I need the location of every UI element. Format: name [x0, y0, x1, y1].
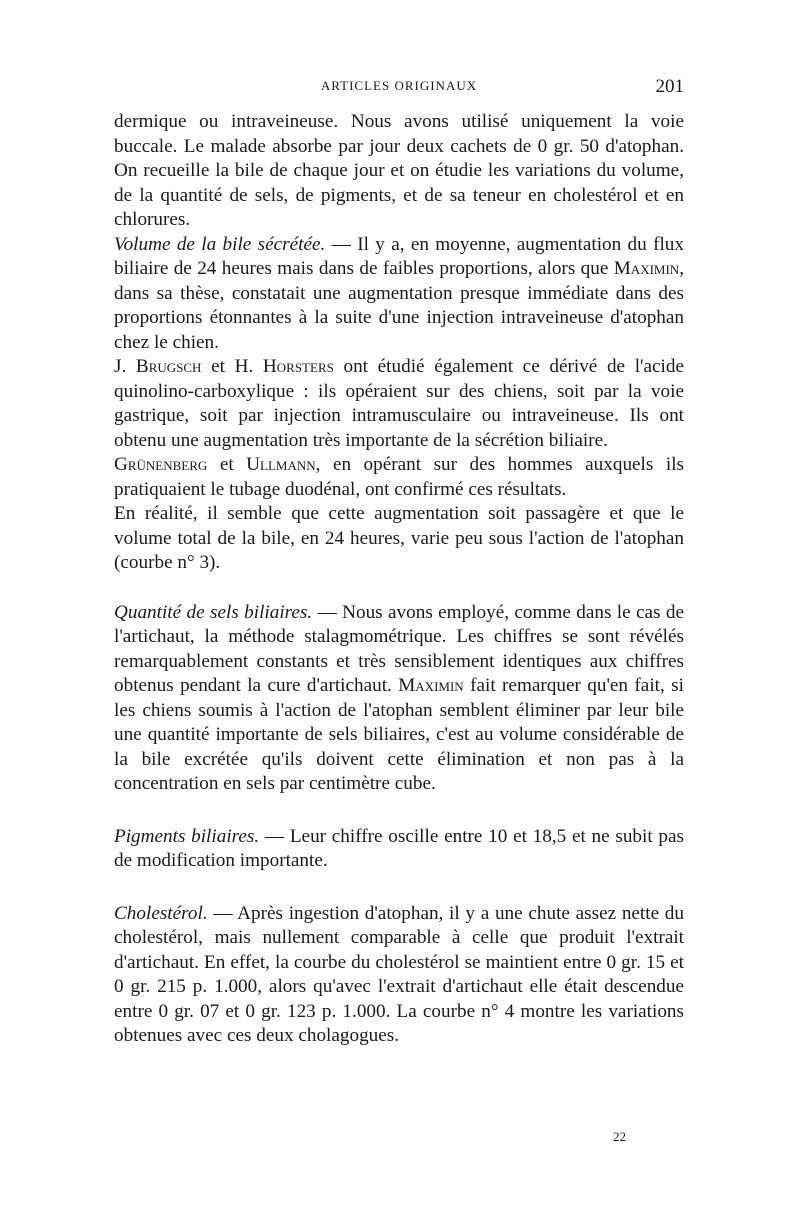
page-header [114, 76, 684, 100]
article-body [114, 110, 684, 1049]
paragraph-pigments [114, 825, 684, 874]
author-name: Ullmann [246, 454, 316, 475]
paragraph-text: ont étudié également ce dérivé de l'acide quinolino-carboxylique : ils opéraient sur des chiens, soit par la voie gastrique, soit par injection intramusculaire ou intraveineuse. Ils ont obtenu une augmentation très importante de la sécrétion biliaire. [114, 356, 684, 451]
paragraph-cholesterol [114, 902, 684, 1049]
author-name: Grünenberg [114, 454, 208, 475]
paragraph-intro [114, 110, 684, 233]
author-name: J. Brugsch [114, 356, 202, 377]
paragraph-text: — Nous avons employé, comme dans le cas de l'artichaut, la méthode stalagmométrique. Les chiffres se sont révélés remarquablement constants et très sensiblement identiques aux chiffres obtenus pendant la cure d'artichaut. [114, 601, 684, 696]
author-name: H. Horsters [234, 356, 334, 377]
running-head: ARTICLES ORIGINAUX [320, 78, 478, 93]
signature-mark: 22 [613, 1129, 626, 1144]
paragraph-text: et [207, 454, 247, 475]
page-number: 201 [655, 76, 684, 97]
paragraph-brugsch [114, 355, 684, 453]
author-name: Maximin [613, 258, 680, 279]
paragraph-realite [114, 502, 684, 576]
section-title-sels: Quantité de sels biliaires. [114, 601, 313, 623]
section-title-volume: Volume de la bile sécrétée. [114, 233, 326, 255]
paragraph-text: , dans sa thèse, constatait une augmentation presque immédiate dans des proportions étonnantes à la suite d'une injection intraveineuse d'atophan chez le chien. [114, 258, 684, 353]
paragraph-text: fait remarquer qu'en fait, si les chiens soumis à l'action de l'atophan semblent éliminer par leur bile une quantité importante de sels biliaires, c'est au volume considérable de la bile excrétée qu'ils doivent cette élimination et non pas à la concentration en sels par centimètre cube. [114, 675, 684, 794]
author-name: Maximin [398, 675, 464, 696]
section-title-pigments: Pigments biliaires. [114, 825, 260, 847]
paragraph-text: , en opérant sur des hommes auxquels ils pratiquaient le tubage duodénal, ont confirmé ces résultats. [114, 454, 684, 500]
paragraph-text: En réalité, il semble que cette augmentation soit passagère et que le volume total de la bile, en 24 heures, varie peu sous l'action de l'atophan (courbe n° 3). [114, 503, 684, 573]
paragraph-text: dermique ou intraveineuse. Nous avons utilisé uniquement la voie buccale. Le malade absorbe par jour deux cachets de 0 gr. 50 d'atophan. On recueille la bile de chaque jour et on étudie les variations du volume, de la quantité de sels, de pigments, et de sa teneur en cholestérol et en chlorures. [114, 111, 684, 230]
paragraph-text: — Leur chiffre oscille entre 10 et 18,5 et ne subit pas de modification importante. [114, 825, 684, 871]
paragraph-sels [114, 601, 684, 797]
paragraph-grunenberg [114, 453, 684, 502]
paragraph-volume [114, 233, 684, 356]
section-title-cholesterol: Cholestérol. [114, 902, 208, 924]
paragraph-text: et [201, 356, 235, 377]
paragraph-text: — Il y a, en moyenne, augmentation du flux biliaire de 24 heures mais dans de faibles proportions, alors que [114, 233, 684, 279]
paragraph-text: — Après ingestion d'atophan, il y a une chute assez nette du cholestérol, mais nullement comparable à celle que produit l'extrait d'artichaut. En effet, la courbe du cholestérol se maintient entre 0 gr. 15 et 0 gr. 215 p. 1.000, alors qu'avec l'extrait d'artichaut elle était descendue entre 0 gr. 07 et 0 gr. 123 p. 1.000. La courbe n° 4 montre les variations obtenues avec ces deux cholagogues. [114, 902, 684, 1046]
